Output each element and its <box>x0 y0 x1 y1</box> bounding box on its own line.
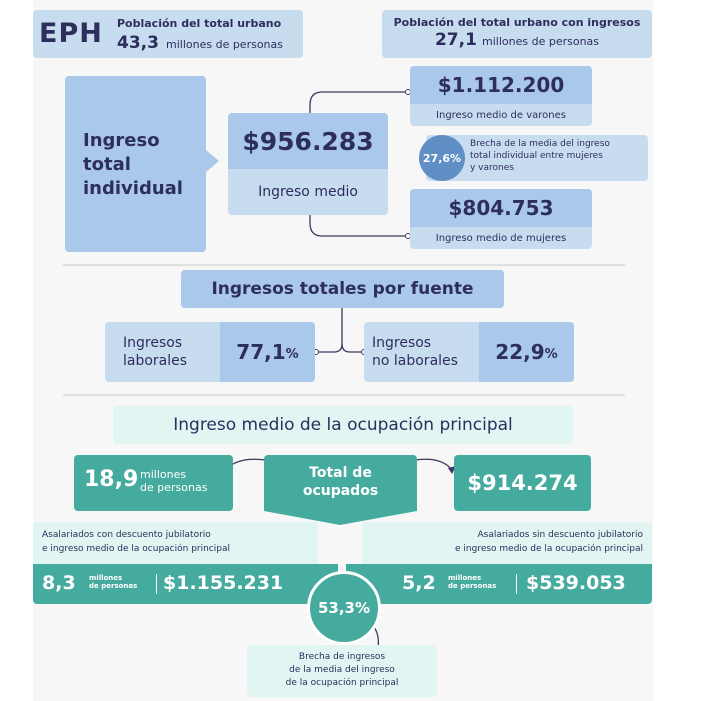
without-pension-unit-line1: millones <box>448 574 482 582</box>
without-pension-line1: Asalariados sin descuento jubilatorio <box>477 530 643 540</box>
individual-income-title-box <box>65 76 206 252</box>
employed-count-box <box>74 455 233 511</box>
with-pension-unit-line2: de personas <box>89 582 138 590</box>
mean-income-value: $956.283 <box>228 113 388 169</box>
occupation-gap-circle: 53,3% <box>307 571 381 645</box>
income-population-box <box>382 10 652 58</box>
with-pension-header <box>33 522 318 564</box>
with-pension-divider <box>156 574 157 594</box>
women-income-value: $804.753 <box>410 189 592 227</box>
without-pension-income: $539.053 <box>526 572 626 594</box>
labor-income-label-line1: Ingresos <box>123 335 183 351</box>
men-income-value: $1.112.200 <box>410 66 592 104</box>
labor-income-box <box>105 322 315 382</box>
total-employed-box <box>264 455 417 511</box>
income-population-unit: millones de personas <box>482 35 600 48</box>
nonlabor-income-value: 22,9 <box>495 340 545 364</box>
women-income-box <box>410 189 592 249</box>
nonlabor-income-label-line2: no laborales <box>372 353 458 369</box>
sources-title: Ingresos totales por fuente <box>181 270 504 308</box>
nonlabor-income-pct: % <box>544 347 558 362</box>
urban-population-label: Población del total urbano <box>117 17 282 30</box>
mean-income-box <box>228 113 388 215</box>
occupation-gap-line2: de la media del ingreso <box>289 665 395 675</box>
title-pointer-arrow <box>206 150 219 172</box>
individual-income-title-line2: total <box>83 154 131 175</box>
with-pension-unit-line1: millones <box>89 574 123 582</box>
income-population-label: Población del total urbano con ingresos <box>393 16 641 29</box>
total-employed-income: $914.274 <box>454 455 591 511</box>
occupation-gap-line3: de la ocupación principal <box>285 678 399 688</box>
labor-income-pct: % <box>285 347 299 362</box>
labor-income-value: 77,1 <box>236 340 286 364</box>
with-pension-line1: Asalariados con descuento jubilatorio <box>42 530 211 540</box>
occupation-title: Ingreso medio de la ocupación principal <box>113 406 573 444</box>
without-pension-unit-line2: de personas <box>448 582 497 590</box>
nonlabor-income-box <box>364 322 574 382</box>
with-pension-income: $1.155.231 <box>163 572 284 594</box>
eph-logo: EPH <box>39 18 103 49</box>
gender-gap-desc-line3: y varones <box>470 163 514 173</box>
without-pension-divider <box>516 574 517 594</box>
without-pension-count: 5,2 <box>402 572 436 594</box>
employed-count-unit-line2: de personas <box>140 481 208 494</box>
gender-gap-circle: 27,6% <box>419 135 465 181</box>
with-pension-values <box>33 564 338 604</box>
gender-gap-desc-line2: total individual entre mujeres <box>470 151 603 161</box>
without-pension-line2: e ingreso medio de la ocupación principal <box>455 544 643 554</box>
without-pension-header <box>362 522 652 564</box>
individual-income-title-line3: individual <box>83 178 183 199</box>
with-pension-line2: e ingreso medio de la ocupación principal <box>42 544 230 554</box>
nonlabor-income-label-line1: Ingresos <box>372 335 432 351</box>
urban-population-unit: millones de personas <box>166 38 284 51</box>
with-pension-count: 8,3 <box>42 572 76 594</box>
employed-count-unit-line1: millones <box>140 468 187 481</box>
urban-population-box <box>33 10 303 58</box>
individual-income-title-line1: Ingreso <box>83 130 160 151</box>
total-employed-line2: ocupados <box>302 483 379 499</box>
men-income-label: Ingreso medio de varones <box>410 104 592 126</box>
without-pension-values <box>346 564 652 604</box>
labor-income-label-line2: laborales <box>123 353 188 369</box>
employed-count-value: 18,9 <box>84 467 139 492</box>
women-income-label: Ingreso medio de mujeres <box>410 227 592 249</box>
total-employed-line1: Total de <box>309 465 372 481</box>
mean-income-label: Ingreso medio <box>228 169 388 215</box>
gender-gap-desc-line1: Brecha de la media del ingreso <box>470 139 610 149</box>
income-population-value: 27,1 <box>434 30 477 50</box>
occupation-gap-line1: Brecha de ingresos <box>298 652 386 662</box>
urban-population-value: 43,3 <box>117 33 159 53</box>
men-income-box <box>410 66 592 126</box>
occupation-gap-note <box>247 645 437 697</box>
